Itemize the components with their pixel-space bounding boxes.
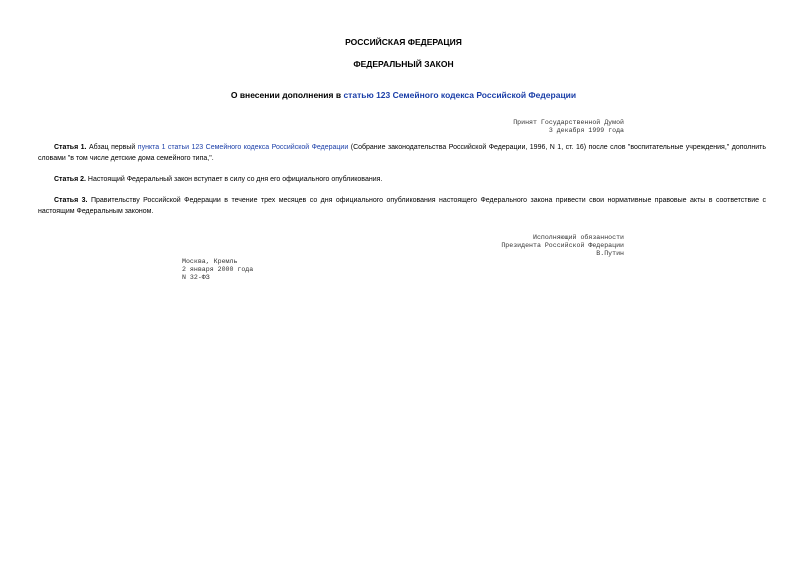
signature-line-1: Исполняющий обязанности xyxy=(532,234,624,241)
law-title-link[interactable]: статью 123 Семейного кодекса Российской Федерации xyxy=(343,90,577,100)
article-1-text-before: Абзац первый xyxy=(86,144,138,151)
article-3-text: Правительству Российской Федерации в течение трех месяцев со дня официального опубликования настоящего Федерального закона привести свои нормативные правовые акты в соответствие с настоящим Федеральным законом. xyxy=(38,197,766,215)
place-date-block xyxy=(182,258,253,282)
article-2-text: Настоящий Федеральный закон вступает в силу со дня его официального опубликования. xyxy=(85,176,383,183)
header-country: РОССИЙСКАЯ ФЕДЕРАЦИЯ xyxy=(345,37,462,47)
article-2-label: Статья 2. xyxy=(54,176,86,183)
adoption-line-2: 3 декабря 1999 года xyxy=(548,127,624,134)
article-3-label: Статья 3. xyxy=(54,197,88,204)
signature-line-2: Президента Российской Федерации xyxy=(501,242,624,249)
adoption-line-1: Принят Государственной Думой xyxy=(513,119,624,126)
article-1-label: Статья 1. xyxy=(54,144,87,151)
place-line: Москва, Кремль xyxy=(182,258,238,265)
header-law-type: ФЕДЕРАЛЬНЫЙ ЗАКОН xyxy=(353,59,454,69)
signature-name: В.Путин xyxy=(596,250,624,257)
signature-block xyxy=(440,234,624,258)
law-number: N 32-ФЗ xyxy=(182,274,210,281)
article-1-link[interactable]: пункта 1 статьи 123 Семейного кодекса Российской Федерации xyxy=(137,144,349,151)
article-2 xyxy=(38,175,766,186)
article-1-text-after: (Собрание законодательства Российской Федерации, 1996, N 1, ст. 16) после слов "воспитательные учреждения," дополнить словами "в том числе детские дома семейного типа,". xyxy=(38,144,766,162)
law-title-prefix: О внесении дополнения в xyxy=(230,90,344,100)
date-line: 2 января 2000 года xyxy=(182,266,254,273)
law-title xyxy=(0,90,807,100)
adoption-note xyxy=(490,119,624,135)
article-3 xyxy=(38,196,766,217)
article-1 xyxy=(38,143,766,164)
